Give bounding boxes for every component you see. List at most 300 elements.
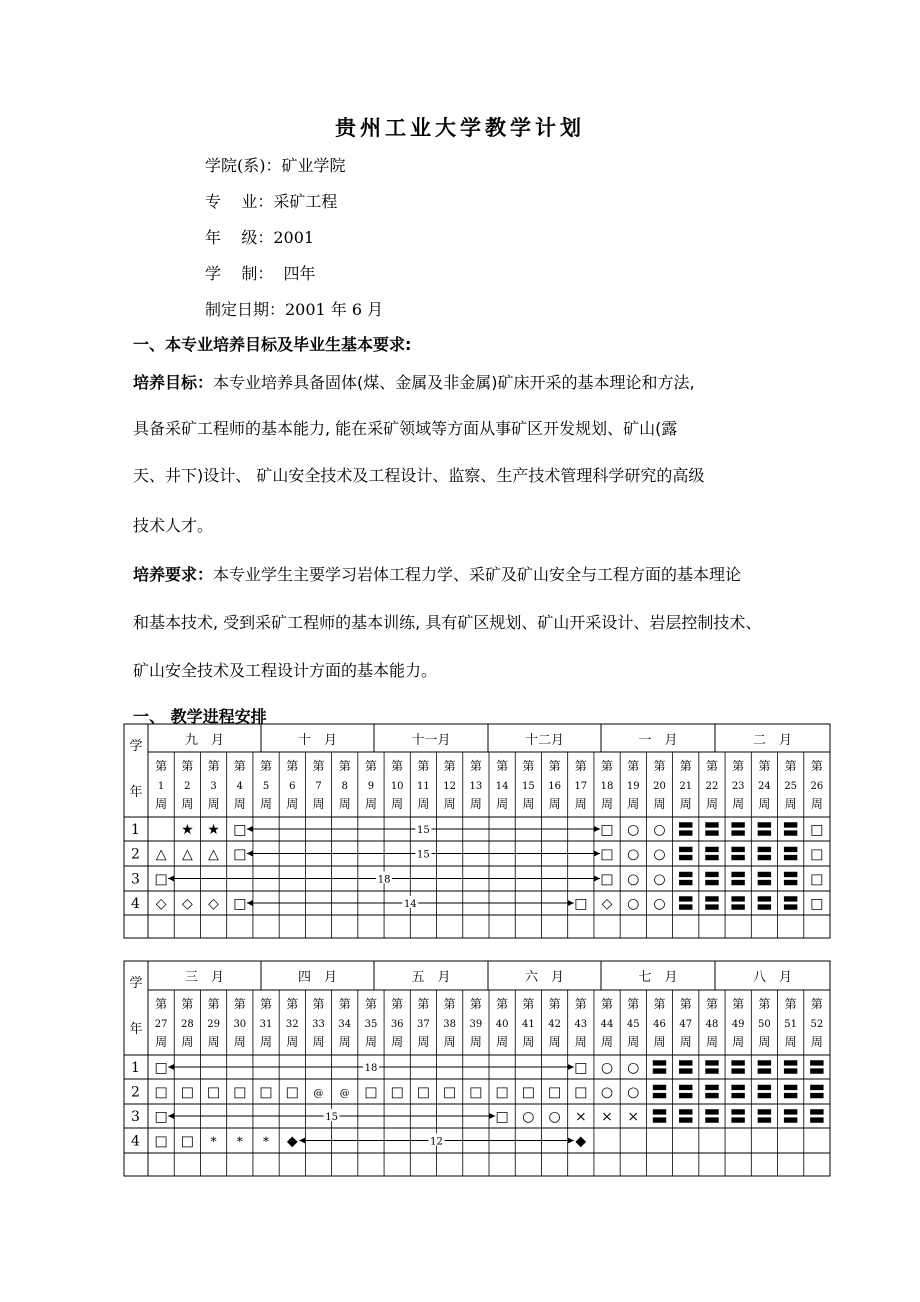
schedule-cell-symbol: □ — [600, 822, 614, 838]
month-label: 七 月 — [638, 970, 678, 985]
schedule-cell-symbol: □ — [206, 1084, 221, 1101]
month-label: 六 月 — [524, 970, 565, 985]
week-prefix: 第 — [286, 759, 299, 773]
week-prefix: 第 — [181, 759, 194, 773]
week-prefix: 第 — [548, 997, 561, 1011]
week-suffix: 周 — [391, 797, 404, 811]
week-number: 31 — [259, 1019, 273, 1030]
week-suffix: 周 — [679, 797, 692, 811]
week-suffix: 周 — [443, 797, 456, 811]
arrow-head-left — [247, 851, 253, 857]
week-prefix: 第 — [732, 759, 745, 773]
week-number: 7 — [315, 781, 322, 792]
year-label: 3 — [131, 1109, 140, 1125]
arrow-head-left — [168, 1064, 174, 1070]
week-number: 9 — [367, 781, 375, 792]
schedule-cell-symbol: 〓 — [703, 894, 720, 913]
schedule-cell-symbol: 〓 — [808, 1107, 825, 1126]
week-suffix: 周 — [548, 1035, 561, 1049]
week-prefix: 第 — [260, 997, 273, 1011]
week-number: 22 — [705, 781, 719, 792]
schedule-cell-symbol: □ — [495, 1084, 509, 1101]
week-suffix: 周 — [732, 1035, 745, 1049]
week-number: 47 — [679, 1019, 693, 1030]
schedule-cell-symbol: ○ — [627, 822, 640, 838]
week-number: 5 — [262, 781, 270, 792]
schedule-cell-symbol: 〓 — [703, 869, 720, 889]
week-prefix: 第 — [548, 759, 561, 773]
week-suffix: 周 — [601, 797, 614, 811]
arrow-head-left — [168, 1113, 174, 1119]
week-prefix: 第 — [364, 759, 377, 773]
month-label: 二 月 — [752, 733, 793, 748]
week-number: 17 — [574, 781, 588, 792]
month-label: 四 月 — [297, 970, 338, 985]
schedule-cell-symbol: □ — [154, 1133, 168, 1150]
schedule-cell-symbol: □ — [233, 846, 247, 863]
span-label: 15 — [417, 849, 430, 861]
arrow-head-left — [299, 1138, 305, 1144]
schedule-cell-symbol: □ — [364, 1084, 378, 1101]
goal-line-4: 技术人才。 — [133, 516, 214, 535]
week-number: 23 — [731, 781, 745, 792]
schedule-cell-symbol: ○ — [653, 846, 666, 863]
week-suffix: 周 — [810, 797, 823, 811]
schedule-cell-symbol: ○ — [600, 1060, 614, 1076]
schedule-cell-symbol: □ — [233, 896, 247, 912]
week-prefix: 第 — [391, 759, 404, 773]
section-heading-goals: 一、本专业培养目标及毕业生基本要求: — [133, 335, 412, 354]
corner-label-bottom: 年 — [129, 785, 143, 800]
week-suffix: 周 — [260, 797, 273, 811]
week-prefix: 第 — [443, 759, 456, 773]
arrow-head-left — [247, 900, 253, 906]
schedule-cell-symbol: □ — [154, 1060, 168, 1076]
week-suffix: 周 — [601, 1035, 614, 1049]
week-prefix: 第 — [784, 997, 797, 1011]
week-prefix: 第 — [522, 997, 535, 1011]
schedule-cell-symbol: ○ — [627, 871, 640, 888]
schedule-cell-symbol: 〓 — [730, 820, 747, 839]
schedule-cell-symbol: ◆ — [575, 1133, 587, 1150]
schedule-cell-symbol: ◇ — [601, 896, 613, 912]
schedule-cell-symbol: □ — [154, 1109, 168, 1125]
schedule-cell-symbol: 〓 — [651, 1058, 668, 1077]
week-prefix: 第 — [286, 997, 299, 1011]
week-suffix: 周 — [417, 1035, 430, 1049]
arrow-head-right — [489, 1113, 495, 1119]
week-number: 38 — [443, 1019, 457, 1030]
arrow-head-right — [568, 1138, 574, 1144]
schedule-cell-symbol: □ — [233, 822, 247, 838]
schedule-cell-symbol: □ — [285, 1084, 299, 1101]
week-prefix: 第 — [155, 759, 168, 773]
week-prefix: 第 — [601, 759, 614, 773]
schedule-cell-symbol: ★ — [207, 822, 220, 838]
week-suffix: 周 — [496, 1035, 509, 1049]
schedule-cell-symbol: □ — [810, 896, 824, 912]
week-suffix: 周 — [496, 797, 509, 811]
schedule-cell-symbol: □ — [547, 1084, 562, 1101]
week-number: 2 — [184, 781, 191, 792]
schedule-cell-symbol: ◇ — [181, 896, 193, 912]
week-prefix: 第 — [758, 997, 771, 1011]
schedule-cell-symbol: 〓 — [703, 1058, 720, 1077]
week-prefix: 第 — [810, 759, 823, 773]
week-prefix: 第 — [233, 759, 246, 773]
week-number: 52 — [810, 1019, 824, 1030]
week-suffix: 周 — [233, 797, 246, 811]
schedule-cell-symbol: @ — [339, 1088, 350, 1100]
week-number: 6 — [289, 781, 296, 792]
week-number: 32 — [285, 1019, 299, 1030]
week-number: 37 — [417, 1019, 430, 1030]
schedule-cell-symbol: 〓 — [677, 1107, 694, 1126]
schedule-cell-symbol: ◇ — [208, 896, 219, 912]
week-number: 45 — [626, 1019, 640, 1030]
arrow-head-right — [594, 876, 600, 882]
week-number: 35 — [364, 1019, 378, 1030]
schedule-cell-symbol: 〓 — [703, 1082, 720, 1102]
schedule-cell-symbol: 〓 — [703, 844, 720, 864]
schedule-cell-symbol: ★ — [181, 822, 194, 838]
schedule-cell-symbol: * — [236, 1134, 243, 1149]
month-label: 十一月 — [411, 733, 451, 748]
week-prefix: 第 — [155, 997, 168, 1011]
week-prefix: 第 — [653, 997, 666, 1011]
schedule-cell-symbol: 〓 — [782, 844, 799, 864]
schedule-cell-symbol: 〓 — [677, 869, 694, 889]
schedule-cell-symbol: □ — [574, 1084, 588, 1101]
month-label: 十二月 — [524, 733, 565, 748]
week-number: 33 — [312, 1019, 325, 1030]
schedule-cell-symbol: ○ — [522, 1109, 535, 1125]
week-suffix: 周 — [627, 1035, 640, 1049]
week-prefix: 第 — [417, 759, 430, 773]
schedule-cell-symbol: △ — [155, 846, 167, 863]
info-line: 专 业：采矿工程 — [205, 192, 338, 211]
week-prefix: 第 — [627, 997, 640, 1011]
week-suffix: 周 — [207, 1035, 220, 1049]
goal-line-3: 天、井下)设计、 矿山安全技术及工程设计、监察、生产技术管理科学研究的高级 — [133, 466, 705, 485]
schedule-cell-symbol: 〓 — [782, 820, 799, 839]
month-label: 三 月 — [184, 970, 225, 985]
week-prefix: 第 — [260, 759, 273, 773]
info-line: 年 级：2001 — [205, 228, 315, 247]
week-prefix: 第 — [705, 997, 718, 1011]
table-border — [124, 961, 830, 1176]
corner-label-top: 学 — [129, 976, 143, 991]
week-number: 30 — [233, 1019, 247, 1030]
schedule-cell-symbol: □ — [443, 1084, 457, 1101]
week-number: 44 — [600, 1019, 614, 1030]
week-suffix: 周 — [338, 797, 351, 811]
schedule-cell-symbol: □ — [233, 1084, 247, 1101]
info-line: 学院(系)：矿业学院 — [205, 156, 346, 175]
month-label: 五 月 — [411, 970, 451, 985]
week-prefix: 第 — [705, 759, 718, 773]
schedule-cell-symbol: 〓 — [730, 1058, 747, 1077]
week-prefix: 第 — [233, 997, 246, 1011]
arrow-head-left — [247, 826, 253, 832]
schedule-cell-symbol: 〓 — [782, 1107, 799, 1126]
week-suffix: 周 — [260, 1035, 273, 1049]
schedule-cell-symbol: 〓 — [782, 869, 799, 889]
schedule-cell-symbol: * — [210, 1134, 217, 1149]
month-label: 八 月 — [752, 970, 793, 985]
week-number: 18 — [600, 781, 614, 792]
schedule-cell-symbol: ○ — [627, 1084, 640, 1101]
schedule-cell-symbol: ○ — [653, 871, 666, 888]
schedule-cell-symbol: 〓 — [756, 1082, 773, 1102]
week-suffix: 周 — [574, 797, 587, 811]
schedule-cell-symbol: @ — [313, 1088, 324, 1100]
schedule-cell-symbol: 〓 — [782, 894, 799, 913]
week-suffix: 周 — [758, 797, 771, 811]
schedule-cell-symbol: * — [263, 1134, 270, 1149]
week-number: 4 — [236, 781, 243, 792]
week-suffix: 周 — [364, 797, 377, 811]
month-label: 九 月 — [184, 733, 225, 748]
schedule-cell-symbol: 〓 — [756, 1107, 773, 1126]
schedule-cell-symbol: ○ — [653, 822, 666, 838]
week-suffix: 周 — [810, 1035, 823, 1049]
schedule-cell-symbol: 〓 — [756, 894, 773, 913]
schedule-cell-symbol: □ — [154, 1084, 168, 1101]
week-suffix: 周 — [784, 1035, 797, 1049]
schedule-cell-symbol: 〓 — [782, 1058, 799, 1077]
week-suffix: 周 — [653, 1035, 666, 1049]
week-number: 28 — [180, 1019, 194, 1030]
req-text-1: 本专业学生主要学习岩体工程力学、采矿及矿山安全与工程方面的基本理论 — [213, 565, 742, 584]
week-suffix: 周 — [417, 797, 430, 811]
week-prefix: 第 — [417, 997, 430, 1011]
week-suffix: 周 — [653, 797, 666, 811]
schedule-cell-symbol: △ — [208, 846, 219, 863]
week-number: 50 — [758, 1019, 771, 1030]
span-label: 14 — [403, 899, 417, 910]
schedule-cell-symbol: 〓 — [703, 820, 720, 839]
schedule-cell-symbol: □ — [521, 1084, 535, 1101]
goal-text-1: 本专业培养具备固体(煤、金属及非金属)矿床开采的基本理论和方法, — [213, 373, 695, 392]
schedule-cell-symbol: ◆ — [286, 1133, 298, 1150]
week-prefix: 第 — [364, 997, 377, 1011]
week-suffix: 周 — [155, 1035, 168, 1049]
schedule-cell-symbol: 〓 — [756, 1058, 773, 1077]
corner-label-bottom: 年 — [129, 1022, 143, 1037]
schedule-cell-symbol: □ — [259, 1084, 273, 1101]
schedule-cell-symbol: □ — [600, 846, 614, 863]
schedule-cell-symbol: ○ — [627, 846, 640, 863]
schedule-cell-symbol: 〓 — [756, 820, 773, 839]
week-number: 26 — [810, 781, 824, 792]
year-label: 3 — [131, 871, 140, 888]
week-number: 25 — [784, 781, 798, 792]
week-suffix: 周 — [312, 797, 325, 811]
week-suffix: 周 — [338, 1035, 351, 1049]
week-number: 11 — [417, 781, 430, 792]
week-prefix: 第 — [469, 759, 482, 773]
week-suffix: 周 — [784, 797, 797, 811]
week-prefix: 第 — [574, 997, 587, 1011]
schedule-cell-symbol: 〓 — [651, 1082, 668, 1102]
week-number: 42 — [548, 1019, 561, 1030]
week-prefix: 第 — [181, 997, 194, 1011]
schedule-cell-symbol: 〓 — [677, 1082, 694, 1102]
schedule-cell-symbol: 〓 — [677, 844, 694, 864]
schedule-cell-symbol: 〓 — [808, 1082, 825, 1102]
info-line: 学 制： 四年 — [205, 264, 316, 283]
document-title: 贵州工业大学教学计划 — [335, 116, 585, 140]
week-prefix: 第 — [732, 997, 745, 1011]
span-label: 18 — [377, 874, 391, 886]
week-number: 36 — [390, 1019, 404, 1030]
year-label: 1 — [131, 822, 140, 838]
week-suffix: 周 — [732, 797, 745, 811]
schedule-cell-symbol: × — [627, 1109, 640, 1125]
week-prefix: 第 — [443, 997, 456, 1011]
week-suffix: 周 — [627, 797, 640, 811]
week-suffix: 周 — [286, 797, 299, 811]
span-label: 18 — [364, 1063, 378, 1074]
week-prefix: 第 — [679, 997, 692, 1011]
week-prefix: 第 — [601, 997, 614, 1011]
arrow-head-right — [594, 851, 600, 857]
week-number: 29 — [207, 1019, 220, 1030]
week-suffix: 周 — [286, 1035, 299, 1049]
week-number: 27 — [154, 1019, 168, 1030]
week-suffix: 周 — [574, 1035, 587, 1049]
schedule-cell-symbol: 〓 — [651, 1107, 668, 1126]
week-prefix: 第 — [312, 997, 325, 1011]
schedule-cell-symbol: □ — [416, 1084, 431, 1101]
week-number: 48 — [705, 1019, 719, 1030]
schedule-cell-symbol: 〓 — [756, 869, 773, 889]
week-number: 1 — [157, 781, 165, 792]
week-number: 34 — [338, 1019, 352, 1030]
week-number: 12 — [443, 781, 457, 792]
week-suffix: 周 — [522, 797, 535, 811]
schedule-cell-symbol: 〓 — [730, 894, 747, 913]
schedule-cell-symbol: □ — [469, 1084, 483, 1101]
week-number: 3 — [210, 781, 217, 792]
week-suffix: 周 — [522, 1035, 535, 1049]
week-number: 13 — [469, 781, 483, 792]
week-prefix: 第 — [653, 759, 666, 773]
schedule-cell-symbol: × — [574, 1109, 587, 1125]
week-suffix: 周 — [155, 797, 168, 811]
week-number: 8 — [341, 781, 348, 792]
week-prefix: 第 — [627, 759, 640, 773]
week-number: 49 — [731, 1019, 745, 1030]
arrow-head-right — [568, 900, 574, 906]
schedule-cell-symbol: 〓 — [677, 1058, 694, 1077]
week-prefix: 第 — [758, 759, 771, 773]
schedule-cell-symbol: 〓 — [782, 1082, 799, 1102]
week-number: 14 — [495, 781, 509, 792]
week-suffix: 周 — [548, 797, 561, 811]
week-number: 20 — [653, 781, 666, 792]
week-number: 21 — [679, 781, 693, 792]
week-suffix: 周 — [207, 797, 220, 811]
week-prefix: 第 — [207, 759, 220, 773]
table-border — [124, 724, 830, 938]
year-label: 4 — [131, 1133, 140, 1150]
week-number: 15 — [521, 781, 535, 792]
schedule-cell-symbol: □ — [574, 1060, 588, 1076]
arrow-head-right — [594, 826, 600, 832]
schedule-cell-symbol: 〓 — [677, 820, 694, 839]
schedule-cell-symbol: 〓 — [730, 1107, 747, 1126]
week-number: 41 — [521, 1019, 535, 1030]
schedule-cell-symbol: △ — [181, 846, 193, 863]
week-prefix: 第 — [496, 759, 509, 773]
schedule-cell-symbol: □ — [180, 1133, 194, 1150]
week-number: 19 — [626, 781, 640, 792]
req-line-2: 和基本技术, 受到采矿工程师的基本训练, 具有矿区规划、矿山开采设计、岩层控制技术、 — [133, 613, 762, 632]
req-label: 培养要求： — [133, 565, 214, 584]
schedule-cell-symbol: □ — [390, 1084, 404, 1101]
week-prefix: 第 — [338, 759, 351, 773]
week-suffix: 周 — [469, 797, 482, 811]
schedule-cell-symbol: 〓 — [730, 1082, 747, 1102]
year-label: 2 — [131, 1084, 140, 1101]
goal-line-2: 具备采矿工程师的基本能力, 能在采矿领域等方面从事矿区开发规划、矿山(露 — [133, 419, 678, 438]
month-label: 一 月 — [638, 733, 678, 748]
schedule-cell-symbol: ◇ — [155, 896, 167, 912]
week-prefix: 第 — [469, 997, 482, 1011]
week-prefix: 第 — [574, 759, 587, 773]
week-prefix: 第 — [522, 759, 535, 773]
year-label: 4 — [131, 896, 140, 912]
schedule-cell-symbol: □ — [180, 1084, 194, 1101]
schedule-cell-symbol: 〓 — [808, 1058, 825, 1077]
week-suffix: 周 — [233, 1035, 246, 1049]
schedule-cell-symbol: □ — [154, 871, 168, 888]
schedule-cell-symbol: □ — [810, 822, 824, 838]
week-suffix: 周 — [705, 797, 718, 811]
schedule-cell-symbol: 〓 — [756, 844, 773, 864]
span-label: 12 — [430, 1136, 443, 1148]
schedule-cell-symbol: □ — [574, 896, 588, 912]
schedule-cell-symbol: □ — [810, 846, 824, 863]
week-prefix: 第 — [496, 997, 509, 1011]
week-prefix: 第 — [679, 759, 692, 773]
week-number: 43 — [574, 1019, 588, 1030]
week-prefix: 第 — [784, 759, 797, 773]
week-prefix: 第 — [391, 997, 404, 1011]
schedule-cell-symbol: × — [601, 1109, 613, 1125]
week-number: 46 — [653, 1019, 666, 1030]
info-line: 制定日期：2001 年 6 月 — [205, 300, 384, 319]
arrow-head-left — [168, 876, 174, 882]
week-suffix: 周 — [469, 1035, 482, 1049]
week-suffix: 周 — [443, 1035, 456, 1049]
week-suffix: 周 — [181, 797, 194, 811]
section-heading-schedule: 一、 教学进程安排 — [133, 707, 267, 726]
week-suffix: 周 — [364, 1035, 377, 1049]
schedule-cell-symbol: ○ — [627, 1060, 640, 1076]
corner-label-top: 学 — [129, 739, 143, 754]
schedule-cell-symbol: □ — [810, 871, 824, 888]
week-suffix: 周 — [758, 1035, 771, 1049]
schedule-cell-symbol: □ — [600, 871, 614, 888]
span-label: 15 — [325, 1112, 338, 1123]
schedule-cell-symbol: ○ — [600, 1084, 614, 1101]
week-suffix: 周 — [705, 1035, 718, 1049]
arrow-head-right — [568, 1064, 574, 1070]
week-number: 40 — [495, 1019, 509, 1030]
